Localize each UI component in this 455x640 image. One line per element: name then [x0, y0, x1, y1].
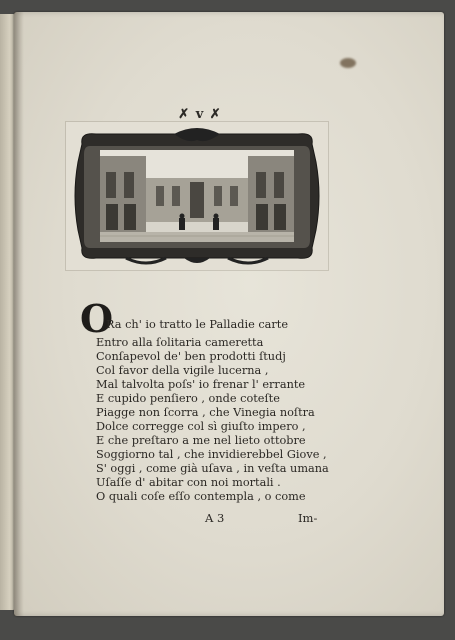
verse-line-6: E cupido penſiero , onde coteſte [96, 392, 280, 405]
ink-stain [340, 58, 356, 68]
verse-line-7: Piagge non ſcorra , che Vinegia noſtra [96, 406, 315, 419]
verse-line-10: Soggiorno tal , che invidierebbel Giove , [96, 448, 327, 461]
engraved-vignette [66, 122, 328, 270]
verse-line-4: Col favor della vigile lucerna , [96, 364, 269, 377]
spine-shadow [14, 12, 24, 616]
verse-line-1: Ra ch' io tratto le Palladie carte [106, 318, 289, 331]
catchword: Im- [298, 511, 318, 525]
drop-capital: O [80, 296, 114, 341]
verse-line-12: Uſaſſe d' abitar con noi mortali . [96, 476, 281, 489]
verse-line-11: S' oggi , come già uſava , in veſta umana [96, 462, 329, 475]
verse-line-13: O quali coſe eſſo contempla , o come [96, 490, 306, 503]
verse-line-5: Mal talvolta poſs' io frenar l' errante [96, 378, 306, 391]
verse-line-8: Dolce corregge col sì giuſto impero , [96, 420, 306, 433]
verse-line-3: Conſapevol de' ben prodotti ſtudj [96, 350, 286, 363]
signature-mark: A 3 [205, 511, 225, 525]
book-page [14, 12, 444, 616]
verse-line-2: Entro alla ſolitaria cameretta [96, 336, 264, 349]
verse-line-9: E che preſtaro a me nel lieto ottobre [96, 434, 306, 447]
vignette-engraving-image [66, 122, 328, 270]
header-ornament: ✗ v ✗ [178, 107, 222, 122]
